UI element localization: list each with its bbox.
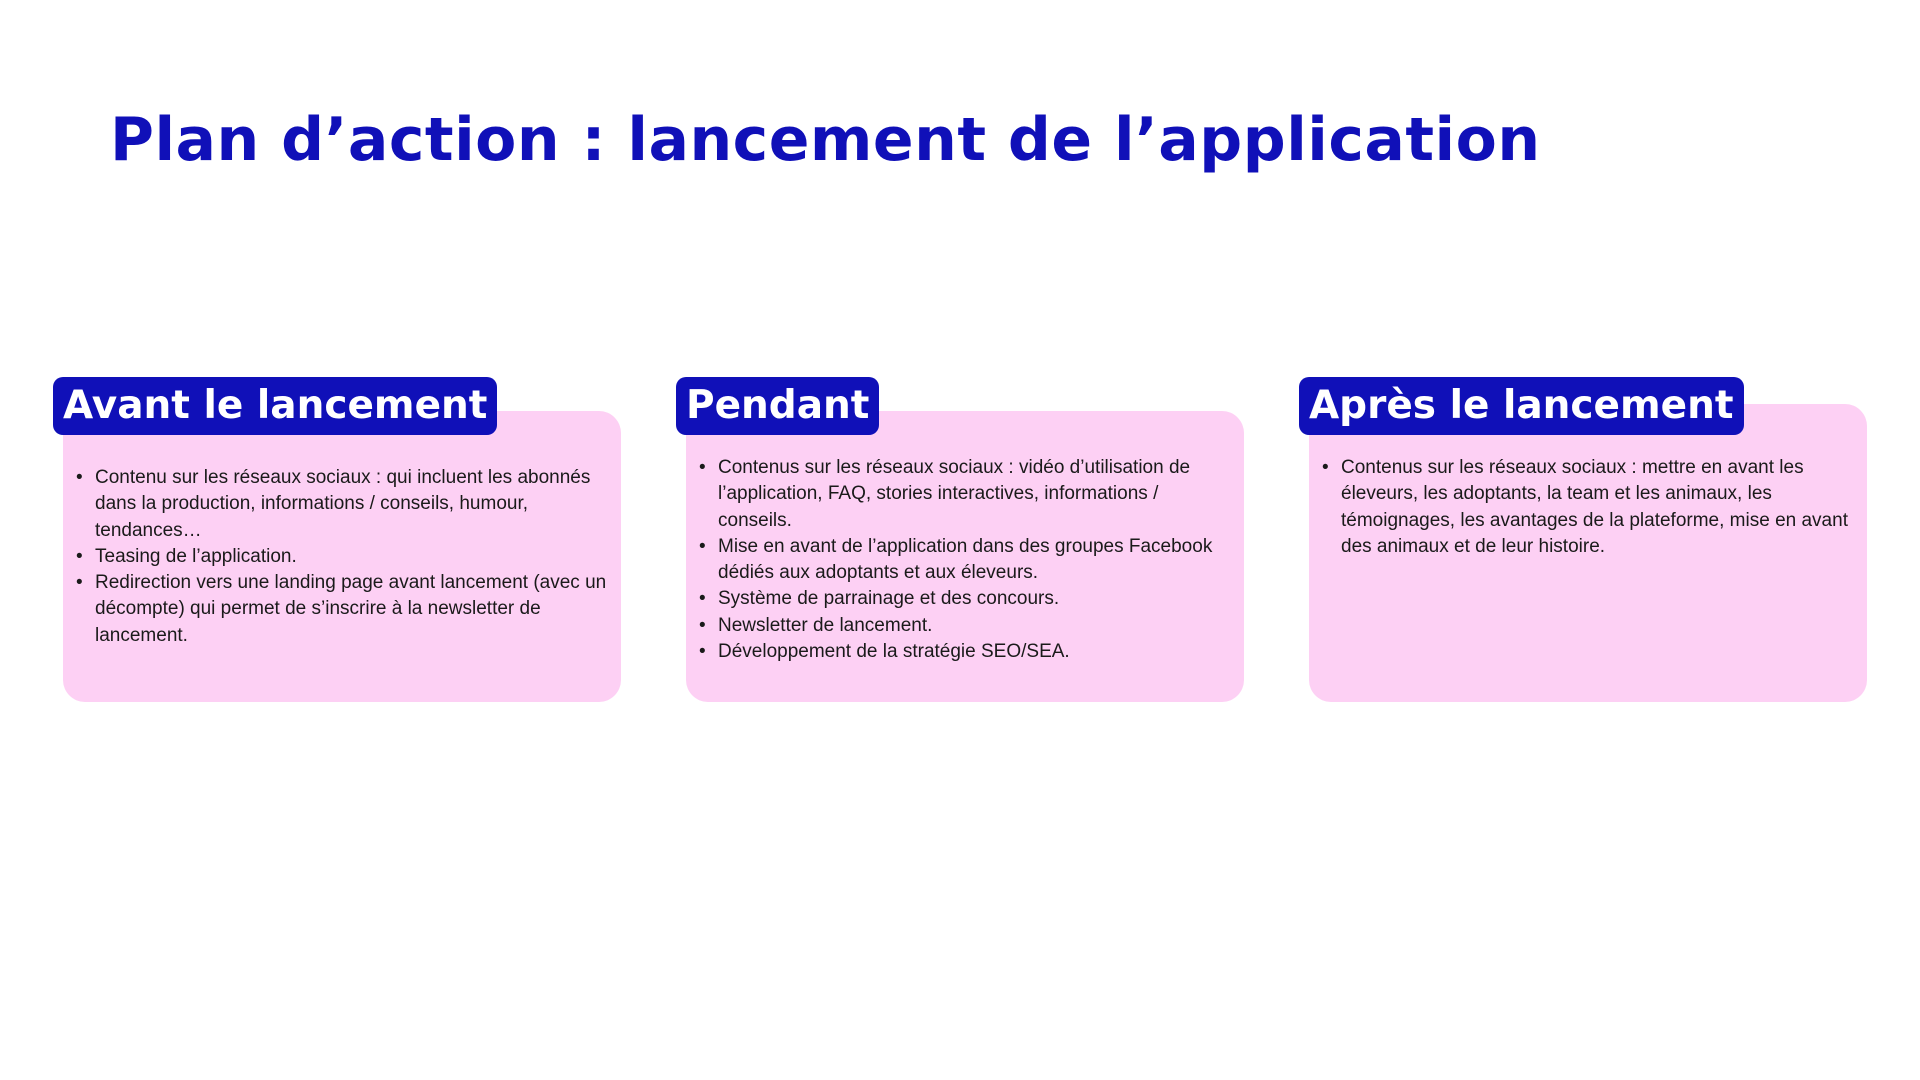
list-item: • Développement de la stratégie SEO/SEA.: [718, 639, 1236, 665]
phase-before-launch: [63, 377, 621, 702]
page-title: Plan d’action : lancement de l’application: [110, 105, 1541, 175]
list-item: • Newsletter de lancement.: [718, 613, 1236, 639]
list-item: • Contenus sur les réseaux sociaux : mettre en avant les éleveurs, les adoptants, la team et les animaux, les témoignages, les avantages de la plateforme, mise en avant des animaux et de leur histoire.: [1341, 455, 1859, 560]
list-item: • Redirection vers une landing page avant lancement (avec un décompte) qui permet de s’inscrire à la newsletter de lancement.: [95, 570, 613, 649]
phase-list-after: [1341, 455, 1859, 560]
phase-during-launch: [686, 377, 1244, 702]
list-item: • Système de parrainage et des concours.: [718, 586, 1236, 612]
phase-heading-after: Après le lancement: [1299, 377, 1744, 435]
phase-list-during: [718, 455, 1236, 665]
list-item: • Contenus sur les réseaux sociaux : vidéo d’utilisation de l’application, FAQ, stories interactives, informations / conseils.: [718, 455, 1236, 534]
phase-after-launch: [1309, 377, 1867, 702]
list-item: • Teasing de l’application.: [95, 544, 613, 570]
list-item: • Contenu sur les réseaux sociaux : qui incluent les abonnés dans la production, informations / conseils, humour, tendances…: [95, 465, 613, 544]
phase-list-before: [95, 465, 613, 649]
list-item: • Mise en avant de l’application dans des groupes Facebook dédiés aux adoptants et aux éleveurs.: [718, 534, 1236, 587]
phase-heading-during: Pendant: [676, 377, 879, 435]
phase-heading-before: Avant le lancement: [53, 377, 497, 435]
